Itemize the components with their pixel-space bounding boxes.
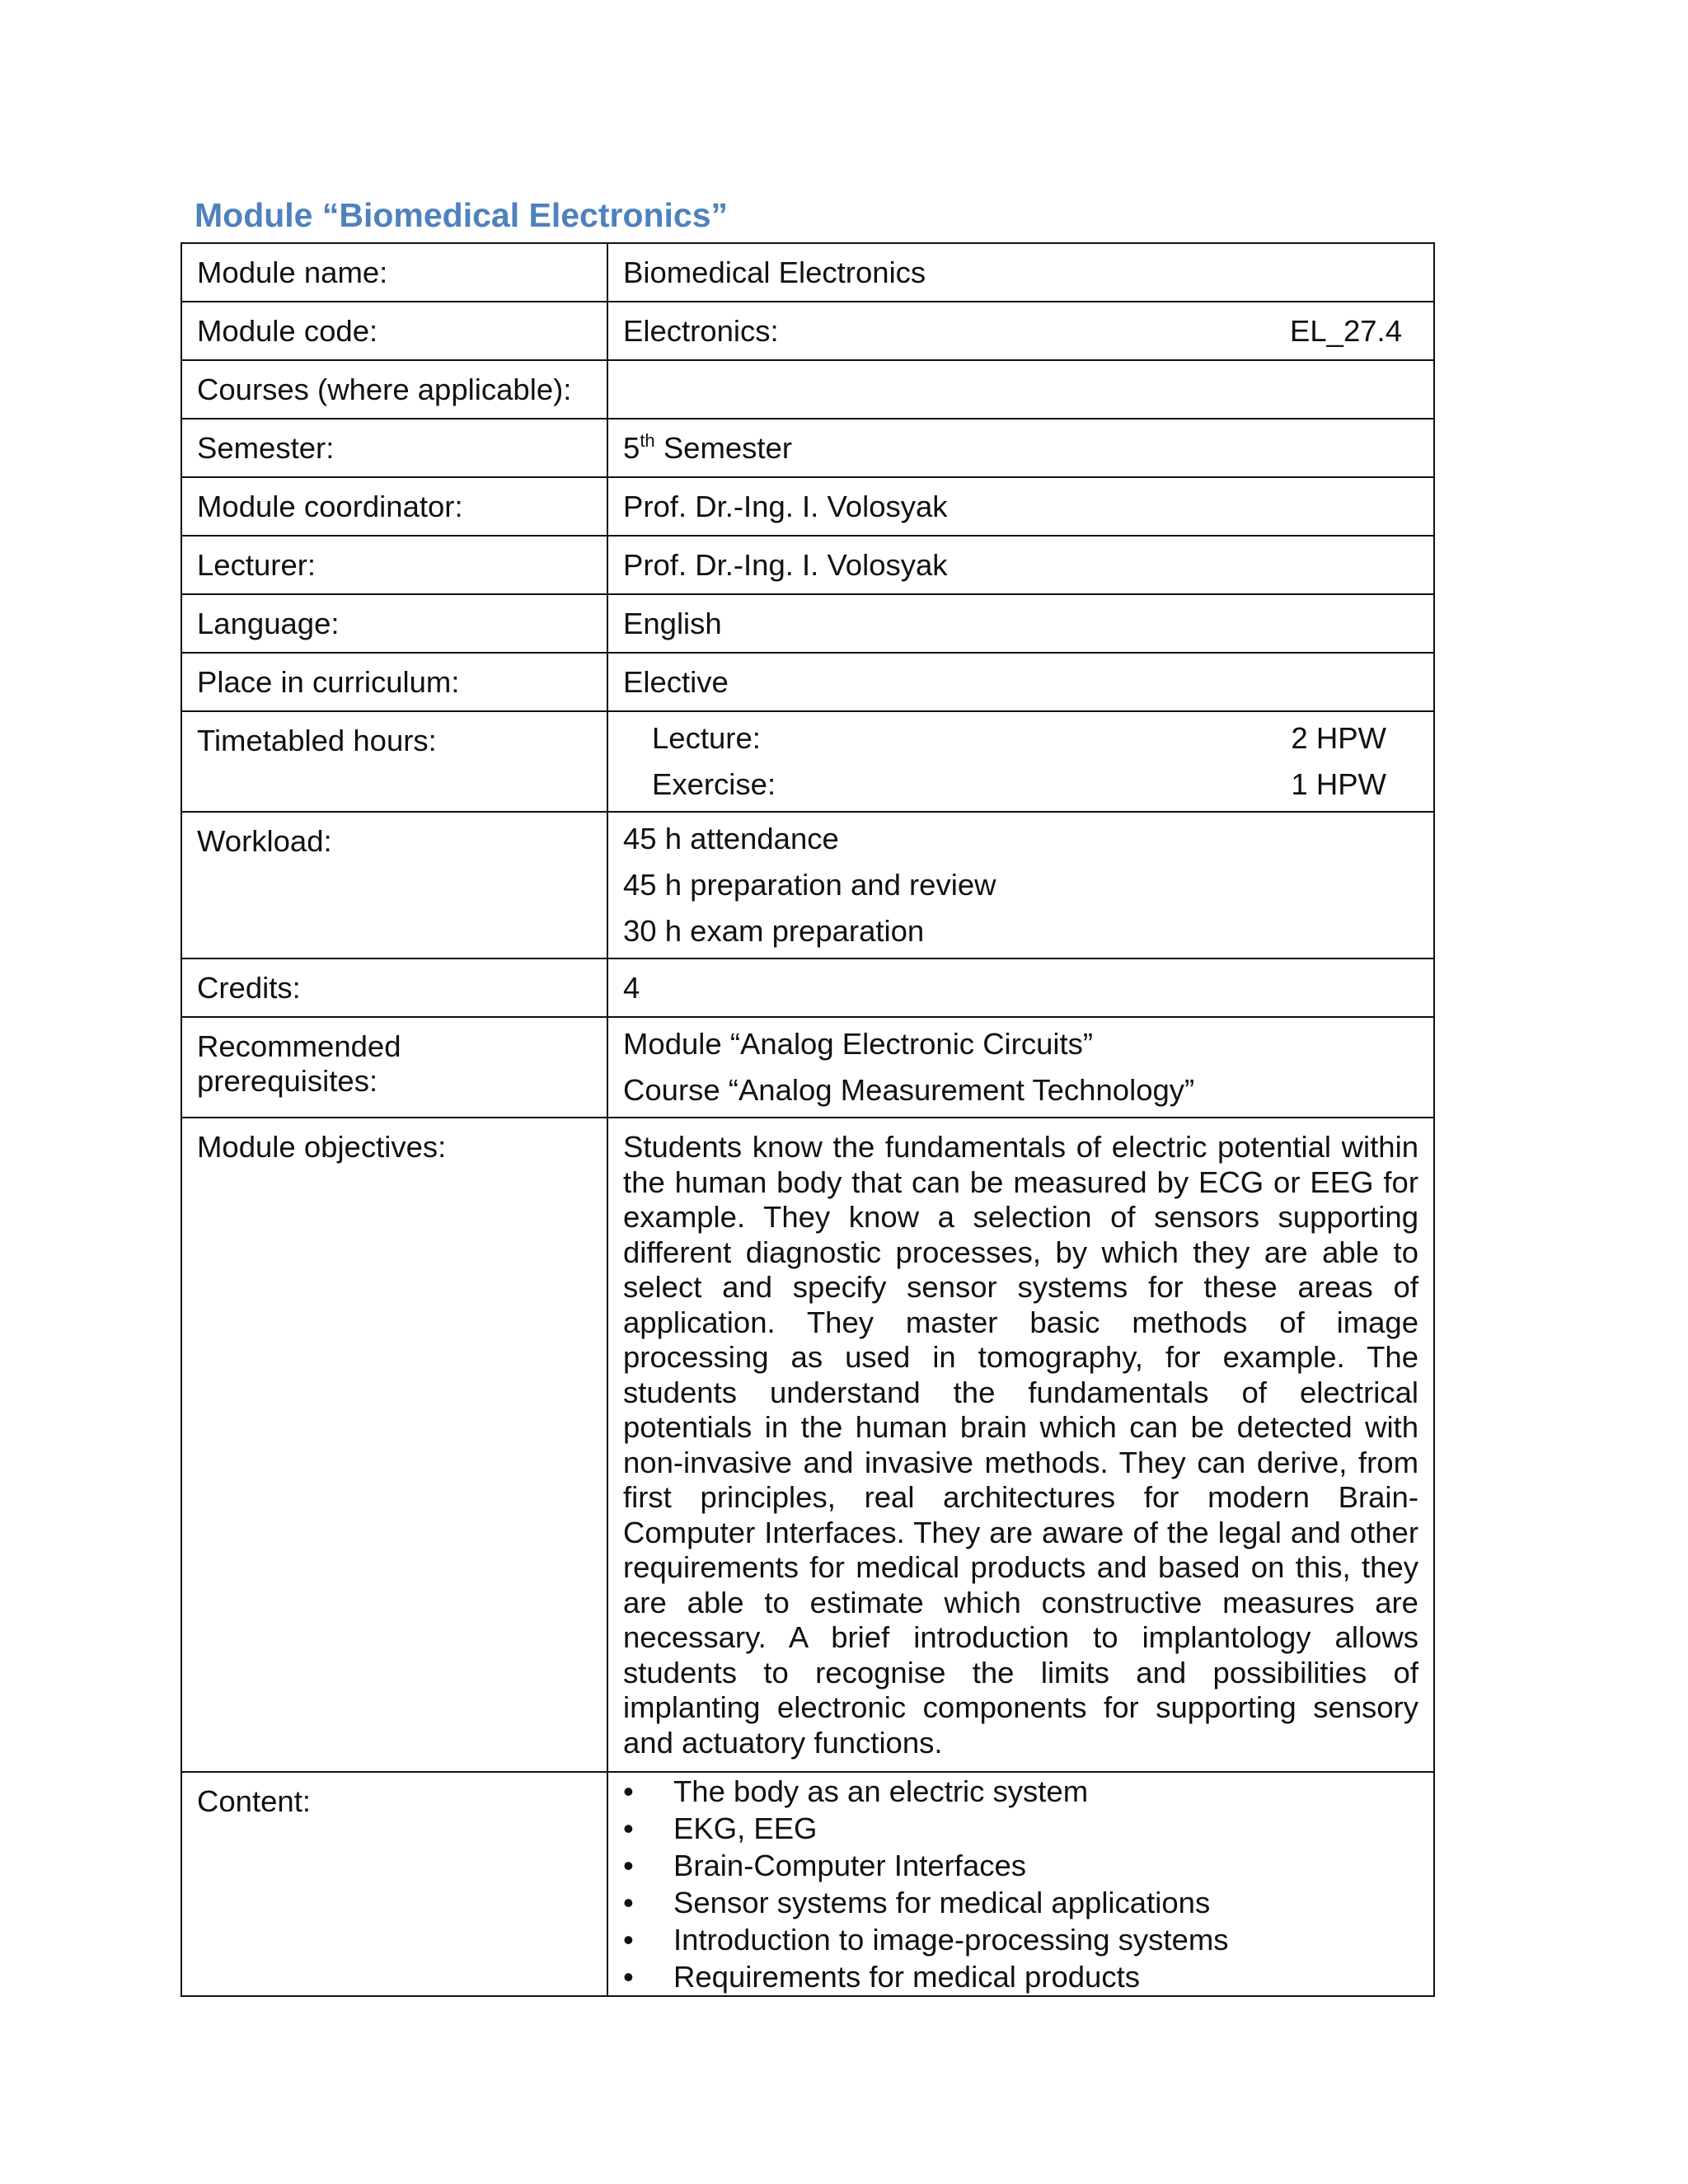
hours-exercise-label: Exercise: (652, 767, 776, 801)
content-item (623, 1958, 1418, 1995)
hours-lecture-value: 2 HPW (1291, 721, 1386, 755)
label-objectives: Module objectives: (181, 1118, 607, 1772)
label-timetabled-hours: Timetabled hours: (181, 711, 607, 812)
module-code-department: Electronics: (623, 314, 779, 348)
value-objectives (607, 1118, 1434, 1772)
label-module-name: Module name: (181, 243, 607, 302)
row-courses (181, 360, 1434, 419)
value-module-code (607, 302, 1434, 360)
value-timetabled-hours (607, 711, 1434, 812)
semester-word: Semester (654, 431, 793, 465)
content-item-text: Brain-Computer Interfaces (673, 1849, 1027, 1882)
hours-exercise-value: 1 HPW (1291, 767, 1386, 801)
bullet-icon: • (623, 1774, 634, 1808)
row-timetabled-hours (181, 711, 1434, 812)
label-place: Place in curriculum: (181, 653, 607, 711)
label-language: Language: (181, 594, 607, 653)
content-item-text: Requirements for medical products (673, 1960, 1140, 1994)
hours-lecture-label: Lecture: (652, 721, 761, 755)
row-content (181, 1772, 1434, 1996)
value-prerequisites (607, 1017, 1434, 1118)
value-place: Elective (607, 653, 1434, 711)
value-language: English (607, 594, 1434, 653)
value-workload (607, 812, 1434, 958)
content-item (623, 1810, 1418, 1847)
label-credits: Credits: (181, 958, 607, 1017)
bullet-icon: • (623, 1886, 634, 1919)
label-prerequisites-line2: prerequisites: (197, 1064, 378, 1098)
row-prerequisites (181, 1017, 1434, 1118)
row-credits (181, 958, 1434, 1017)
content-list (623, 1773, 1418, 1995)
workload-line: 45 h attendance (623, 822, 839, 855)
content-item (623, 1773, 1418, 1810)
page-title: Module “Biomedical Electronics” (195, 196, 729, 234)
module-table (181, 242, 1435, 1997)
content-item-text: Introduction to image-processing systems (673, 1923, 1229, 1957)
hours-lecture (623, 715, 1418, 762)
content-item (623, 1847, 1418, 1884)
row-place (181, 653, 1434, 711)
bullet-icon: • (623, 1960, 634, 1994)
prerequisite-line: Module “Analog Electronic Circuits” (623, 1027, 1094, 1061)
label-prerequisites (181, 1017, 607, 1118)
label-semester: Semester: (181, 419, 607, 477)
hours-exercise (623, 762, 1418, 808)
label-lecturer: Lecturer: (181, 536, 607, 594)
content-item-text: EKG, EEG (673, 1811, 818, 1845)
semester-ordinal-suffix: th (640, 430, 655, 451)
objectives-text: Students know the fundamentals of electric potential within the human body that can be measured by ECG or EEG for example. They know a selection of sensors supporting different diagnostic processes, by which they are able to select and specify sensor systems for these areas of application. They master basic methods of image processing as used in tomography, for example. The students understand the fundamentals of electrical potentials in the human brain which can be detected with non-invasive and invasive methods. They can derive, from first principles, real architectures for modern Brain-Computer Interfaces. They are aware of the legal and other requirements for medical products and based on this, they are able to estimate which constructive measures are necessary. A brief introduction to implantology allows students to recognise the limits and possibilities of implanting electronic components for supporting sensory and actuatory functions. (623, 1130, 1418, 1760)
value-lecturer: Prof. Dr.-Ing. I. Volosyak (607, 536, 1434, 594)
value-semester (607, 419, 1434, 477)
label-module-code: Module code: (181, 302, 607, 360)
row-workload (181, 812, 1434, 958)
module-code-number: EL_27.4 (1290, 314, 1402, 348)
label-prerequisites-line1: Recommended (197, 1029, 401, 1063)
value-content (607, 1772, 1434, 1996)
label-courses: Courses (where applicable): (181, 360, 607, 419)
value-coordinator: Prof. Dr.-Ing. I. Volosyak (607, 477, 1434, 536)
workload-line: 30 h exam preparation (623, 914, 925, 948)
row-coordinator (181, 477, 1434, 536)
label-content: Content: (181, 1772, 607, 1996)
value-credits: 4 (607, 958, 1434, 1017)
value-courses (607, 360, 1434, 419)
bullet-icon: • (623, 1923, 634, 1957)
content-item-text: The body as an electric system (673, 1774, 1089, 1808)
row-module-code (181, 302, 1434, 360)
row-semester (181, 419, 1434, 477)
row-lecturer (181, 536, 1434, 594)
bullet-icon: • (623, 1849, 634, 1882)
workload-line: 45 h preparation and review (623, 868, 996, 902)
content-item-text: Sensor systems for medical applications (673, 1886, 1211, 1919)
row-language (181, 594, 1434, 653)
row-objectives (181, 1118, 1434, 1772)
label-workload: Workload: (181, 812, 607, 958)
semester-number: 5 (623, 431, 640, 465)
label-coordinator: Module coordinator: (181, 477, 607, 536)
content-item (623, 1921, 1418, 1958)
content-item (623, 1884, 1418, 1921)
value-module-name: Biomedical Electronics (607, 243, 1434, 302)
bullet-icon: • (623, 1811, 634, 1845)
prerequisite-line: Course “Analog Measurement Technology” (623, 1073, 1195, 1107)
row-module-name (181, 243, 1434, 302)
